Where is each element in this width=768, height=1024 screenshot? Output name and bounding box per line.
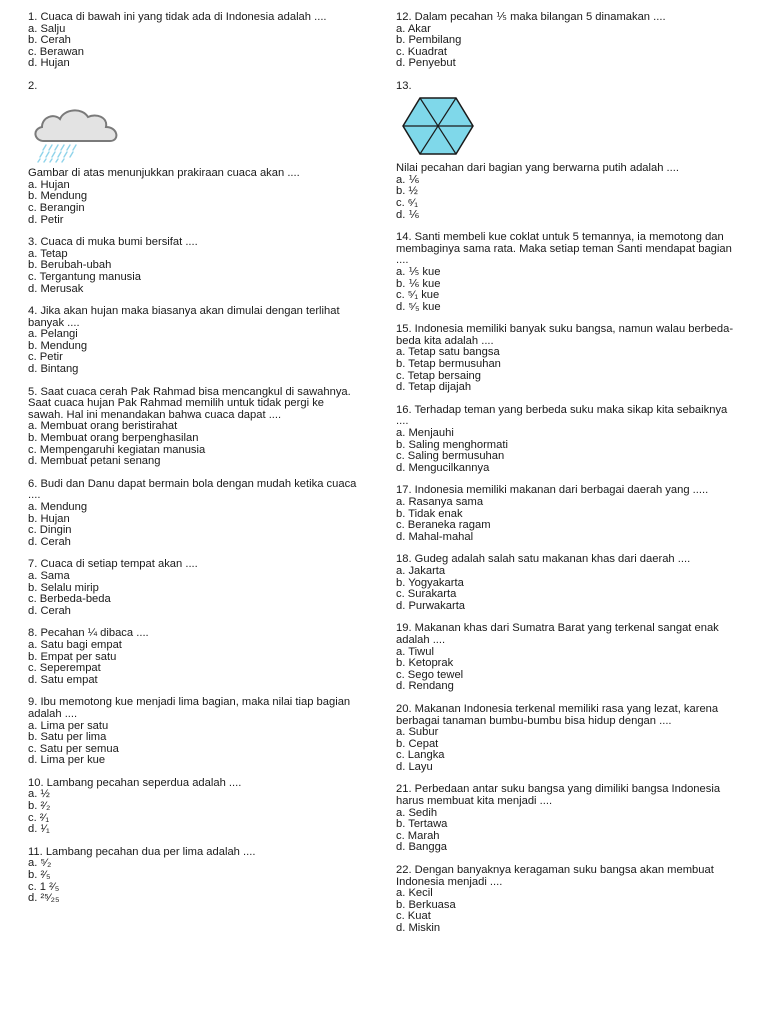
answer-option: d. ²⁵⁄₂₅: [28, 892, 60, 905]
answer-option: a. Menjauhi: [396, 427, 454, 440]
question-block: [28, 479, 360, 549]
answer-option: a. Sedih: [396, 806, 438, 819]
question-block: [396, 232, 736, 313]
answer-option: c. 1 ²⁄₅: [28, 880, 60, 893]
answer-option: a. ⁵⁄₂: [28, 857, 52, 870]
question-block: [28, 306, 360, 376]
answer-option: c. Berbeda-beda: [28, 593, 111, 606]
answer-option: c. Beraneka ragam: [396, 519, 491, 532]
answer-option: a. Kecil: [396, 887, 433, 900]
answer-option: d. ⁵⁄₅ kue: [396, 300, 441, 313]
answer-option: c. Sego tewel: [396, 668, 464, 681]
question-stem: 17. Indonesia memiliki makanan dari berbagai daerah yang .....: [396, 484, 709, 497]
answer-option: a. Subur: [396, 726, 439, 739]
answer-option: a. Hujan: [28, 178, 70, 191]
answer-option: b. ²⁄₂: [28, 800, 51, 813]
left-column: [28, 12, 360, 916]
question-block: [396, 784, 736, 854]
right-column: [396, 12, 736, 946]
answer-option: a. Tetap: [28, 247, 68, 260]
answer-option: d. Tetap dijajah: [396, 381, 472, 394]
answer-option: a. Salju: [28, 22, 66, 35]
question-block: [396, 81, 736, 221]
question-stem: 5. Saat cuaca cerah Pak Rahmad bisa mencangkul di sawahnya. Saat cuaca hujan Pak Rahmad memilih untuk tidak pergi ke sawah. Hal ini menandakan bahwa cuaca dapat ....: [28, 385, 351, 421]
question-stem: 12. Dalam pecahan ⅕ maka bilangan 5 dinamakan ....: [396, 11, 666, 23]
answer-option: d. Hujan: [28, 57, 70, 70]
question-block: [28, 559, 360, 617]
answer-option: a. Satu bagi empat: [28, 638, 122, 651]
answer-option: c. Tergantung manusia: [28, 270, 141, 283]
question-stem: 1. Cuaca di bawah ini yang tidak ada di Indonesia adalah ....: [28, 11, 327, 23]
answer-option: d. Satu empat: [28, 673, 98, 686]
answer-option: b. Selalu mirip: [28, 581, 99, 594]
answer-option: b. Yogyakarta: [396, 576, 464, 589]
question-stem: 6. Budi dan Danu dapat bermain bola dengan mudah ketika cuaca ....: [28, 477, 357, 502]
answer-option: b. Satu per lima: [28, 731, 107, 744]
answer-option: d. Merusak: [28, 282, 84, 295]
question-stem: 20. Makanan Indonesia terkenal memiliki rasa yang lezat, karena berbagai tanaman bumbu-bumbu bisa hidup dengan ....: [396, 702, 719, 727]
question-block: [396, 324, 736, 394]
answer-option: c. Satu per semua: [28, 742, 119, 755]
question-block: [396, 405, 736, 475]
answer-option: a. Rasanya sama: [396, 496, 484, 508]
answer-option: c. Saling bermusuhan: [396, 450, 505, 463]
answer-option: d. Bintang: [28, 363, 79, 376]
question-stem: 22. Dengan banyaknya keragaman suku bangsa akan membuat Indonesia menjadi ....: [396, 864, 714, 888]
answer-option: b. Berkuasa: [396, 898, 456, 911]
question-stem: 21. Perbedaan antar suku bangsa yang dimiliki bangsa Indonesia harus membuat kita menjadi ....: [396, 783, 721, 808]
question-stem: 10. Lambang pecahan seperdua adalah ....: [28, 776, 242, 789]
answer-option: c. Mempengaruhi kegiatan manusia: [28, 443, 206, 456]
question-block: [28, 12, 360, 70]
question-block: [28, 81, 360, 226]
rain-cloud-icon: [30, 107, 125, 163]
answer-option: b. Mendung: [28, 190, 88, 203]
question-block: [28, 847, 360, 905]
answer-option: b. Pembilang: [396, 34, 462, 47]
question-stem: 2.: [28, 79, 38, 92]
question-stem: 7. Cuaca di setiap tempat akan ....: [28, 558, 198, 571]
question-block: [396, 623, 736, 693]
answer-option: d. Lima per kue: [28, 754, 106, 767]
answer-option: d. Layu: [396, 760, 433, 773]
answer-option: d. Mengucilkannya: [396, 461, 490, 474]
answer-option: a. Lima per satu: [28, 719, 109, 732]
answer-option: c. Petir: [28, 351, 63, 364]
question-block: [396, 12, 736, 70]
answer-option: b. Tetap bermusuhan: [396, 358, 501, 371]
answer-option: c. Kuadrat: [396, 45, 447, 58]
hexagon-fraction-icon: [398, 96, 478, 156]
answer-option: b. Tidak enak: [396, 507, 463, 520]
answer-option: c. Kuat: [396, 910, 431, 923]
question-block: [28, 237, 360, 295]
answer-option: d. Petir: [28, 213, 64, 226]
question-stem: Nilai pecahan dari bagian yang berwarna putih adalah ....: [396, 162, 679, 175]
answer-option: b. Cepat: [396, 737, 439, 750]
question-stem: 4. Jika akan hujan maka biasanya akan dimulai dengan terlihat banyak ....: [28, 305, 340, 329]
answer-option: c. Dingin: [28, 524, 72, 537]
answer-option: b. Tertawa: [396, 818, 448, 831]
question-block: [28, 697, 360, 767]
answer-option: a. ⅕ kue: [396, 265, 441, 278]
question-stem: 19. Makanan khas dari Sumatra Barat yang terkenal sangat enak adalah ....: [396, 622, 719, 646]
question-stem: 8. Pecahan ¼ dibaca ....: [28, 627, 149, 640]
question-block: [28, 778, 360, 836]
answer-option: b. Mendung: [28, 339, 88, 352]
question-stem: 14. Santi membeli kue coklat untuk 5 temannya, ia memotong dan membaginya sama rata. Maka setiap teman Santi mendapat bagian ....: [396, 231, 732, 267]
answer-option: d. Miskin: [396, 922, 441, 934]
answer-option: a. Membuat orang beristirahat: [28, 420, 178, 433]
answer-option: b. Hujan: [28, 512, 70, 525]
question-block: [396, 704, 736, 774]
answer-option: a. ½: [28, 788, 50, 801]
question-stem: Gambar di atas menunjukkan prakiraan cuaca akan ....: [28, 167, 300, 180]
answer-option: d. ¹⁄₁: [28, 823, 50, 836]
answer-option: b. Empat per satu: [28, 650, 117, 663]
answer-option: b. ²⁄₅: [28, 869, 51, 882]
answer-option: c. Seperempat: [28, 662, 101, 675]
answer-option: a. Pelangi: [28, 328, 78, 341]
answer-option: d. Mahal-mahal: [396, 530, 474, 543]
answer-option: d. Rendang: [396, 680, 454, 693]
answer-option: c. ²⁄₁: [28, 811, 50, 824]
answer-option: a. Jakarta: [396, 564, 446, 577]
question-stem: 16. Terhadap teman yang berbeda suku maka sikap kita sebaiknya ....: [396, 403, 728, 428]
answer-option: b. Berubah-ubah: [28, 259, 112, 272]
answer-option: d. Penyebut: [396, 57, 456, 70]
answer-option: b. Ketoprak: [396, 657, 454, 670]
question-block: [396, 865, 736, 935]
question-block: [28, 628, 360, 686]
answer-option: a. Tetap satu bangsa: [396, 346, 500, 359]
answer-option: b. ½: [396, 185, 418, 198]
answer-option: c. Berangin: [28, 201, 85, 214]
answer-option: b. ⅙ kue: [396, 277, 441, 290]
answer-option: c. Tetap bersaing: [396, 369, 481, 382]
question-block: [396, 554, 736, 612]
answer-option: a. Tiwul: [396, 645, 434, 658]
answer-option: a. ⅙: [396, 173, 420, 186]
answer-option: c. Berawan: [28, 45, 84, 58]
question-stem: 3. Cuaca di muka bumi bersifat ....: [28, 236, 198, 249]
answer-option: d. Bangga: [396, 841, 448, 854]
question-stem: 11. Lambang pecahan dua per lima adalah ....: [28, 845, 256, 858]
answer-option: b. Saling menghormati: [396, 438, 508, 451]
answer-option: a. Mendung: [28, 501, 88, 513]
answer-option: b. Cerah: [28, 34, 71, 47]
question-stem: 18. Gudeg adalah salah satu makanan khas dari daerah ....: [396, 553, 691, 566]
answer-option: d. Cerah: [28, 535, 71, 548]
answer-option: d. Membuat petani senang: [28, 455, 161, 468]
answer-option: a. Akar: [396, 22, 431, 35]
answer-option: b. Membuat orang berpenghasilan: [28, 432, 199, 445]
answer-option: c. Surakarta: [396, 588, 457, 601]
answer-option: d. ⅙: [396, 208, 420, 221]
answer-option: c. Langka: [396, 749, 445, 762]
question-stem: 13.: [396, 79, 412, 92]
answer-option: c. ⁶⁄₁: [396, 196, 419, 209]
question-stem: 15. Indonesia memiliki banyak suku bangsa, namun walau berbeda-beda kita adalah ....: [396, 323, 734, 347]
question-block: [28, 387, 360, 468]
answer-option: d. Purwakarta: [396, 599, 466, 612]
answer-option: a. Sama: [28, 569, 70, 582]
question-block: [396, 485, 736, 543]
question-stem: 9. Ibu memotong kue menjadi lima bagian, maka nilai tiap bagian adalah ....: [28, 696, 351, 720]
answer-option: d. Cerah: [28, 604, 71, 617]
answer-option: c. Marah: [396, 829, 440, 842]
answer-option: c. ⁵⁄₁ kue: [396, 289, 440, 302]
